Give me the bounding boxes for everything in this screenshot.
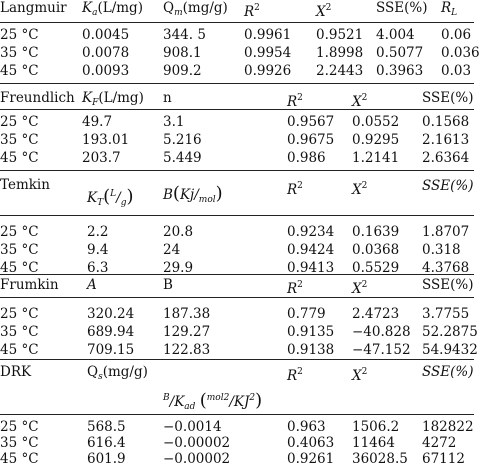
- value-cell: 0.036: [441, 45, 480, 61]
- frumkin-a-header: A: [87, 277, 97, 293]
- drk-title: DRK: [0, 364, 32, 380]
- temp-label: 45 °C: [0, 451, 39, 467]
- temp-label: 45 °C: [0, 63, 39, 79]
- value-cell: 3.7755: [422, 306, 470, 322]
- drk-sse-header: SSE(%): [422, 364, 474, 380]
- value-cell: 0.9135: [287, 324, 335, 340]
- freundlich-header-row: [0, 88, 474, 108]
- value-cell: 616.4: [87, 435, 126, 451]
- value-cell: 5.216: [163, 132, 202, 148]
- table-row: [0, 449, 474, 469]
- value-cell: 129.27: [163, 324, 211, 340]
- value-cell: 5.449: [163, 150, 202, 166]
- freundlich-title: Freundlich: [0, 90, 75, 106]
- table-row: [0, 222, 474, 242]
- value-cell: 0.9413: [287, 260, 335, 276]
- temkin-sse-header: SSE(%): [422, 178, 474, 194]
- value-cell: 0.3963: [376, 63, 424, 79]
- langmuir-rule: [0, 22, 474, 23]
- value-cell: 1506.2: [352, 419, 400, 435]
- temp-label: 25 °C: [0, 114, 39, 130]
- temp-label: 35 °C: [0, 324, 39, 340]
- value-cell: 0.5529: [352, 260, 400, 276]
- value-cell: 0.0078: [82, 45, 130, 61]
- temp-label: 45 °C: [0, 150, 39, 166]
- temp-label: 25 °C: [0, 224, 39, 240]
- value-cell: 4.3768: [422, 260, 470, 276]
- langmuir-ka-header: $K_a(L/mg)$: [82, 0, 143, 18]
- value-cell: 0.9961: [244, 27, 292, 43]
- value-cell: 0.03: [441, 63, 472, 79]
- value-cell: 0.9675: [287, 132, 335, 148]
- value-cell: 49.7: [82, 114, 113, 130]
- frumkin-b-header: B: [163, 277, 173, 293]
- langmuir-header-row: [0, 0, 474, 18]
- temkin-header-row: [0, 178, 474, 210]
- temp-label: 35 °C: [0, 132, 39, 148]
- value-cell: 193.01: [82, 132, 130, 148]
- value-cell: 182822: [422, 419, 474, 435]
- temp-label: 45 °C: [0, 342, 39, 358]
- value-cell: 0.9521: [316, 27, 364, 43]
- temp-label: 45 °C: [0, 260, 39, 276]
- value-cell: 67112: [422, 451, 465, 467]
- section-divider: [0, 359, 474, 360]
- drk-header-row: [0, 362, 474, 382]
- value-cell: 0.9261: [287, 451, 335, 467]
- drk-b-header: $^B/K_{ad}$ $(^{mol2}/KJ^2)$: [163, 390, 263, 412]
- value-cell: −0.00002: [163, 435, 231, 451]
- value-cell: 3.1: [163, 114, 185, 130]
- table-row: [0, 43, 480, 63]
- section-divider: [0, 83, 474, 84]
- temkin-rule: [0, 215, 474, 216]
- value-cell: 2.1613: [422, 132, 470, 148]
- value-cell: 2.2: [87, 224, 109, 240]
- freundlich-kf-header: $K_F(L/mg)$: [82, 90, 144, 108]
- table-row: [0, 112, 474, 132]
- value-cell: 0.0552: [352, 114, 400, 130]
- table-row: [0, 304, 474, 324]
- value-cell: 4272: [422, 435, 457, 451]
- value-cell: −40.828: [352, 324, 411, 340]
- langmuir-x2-header: $X^2$: [316, 3, 332, 20]
- freundlich-n-header: n: [163, 90, 172, 106]
- value-cell: −47.152: [352, 342, 411, 358]
- value-cell: 909.2: [163, 63, 202, 79]
- table-row: [0, 130, 474, 150]
- value-cell: 568.5: [87, 419, 126, 435]
- value-cell: 0.1568: [422, 114, 470, 130]
- value-cell: 1.8707: [422, 224, 470, 240]
- drk-rule: [0, 414, 474, 415]
- table-row: [0, 322, 478, 342]
- value-cell: 0.9295: [352, 132, 400, 148]
- value-cell: 709.15: [87, 342, 135, 358]
- value-cell: 0.9424: [287, 242, 335, 258]
- temkin-r2-header: $R^2$: [287, 181, 303, 198]
- freundlich-rule: [0, 109, 474, 110]
- drk-b-header-row: [0, 388, 474, 412]
- value-cell: −0.00002: [163, 451, 231, 467]
- table-row: [0, 25, 474, 45]
- freundlich-x2-header: $X^2$: [352, 93, 368, 110]
- value-cell: 29.9: [163, 260, 194, 276]
- langmuir-title: Langmuir: [0, 0, 67, 16]
- temp-label: 35 °C: [0, 435, 39, 451]
- value-cell: 6.3: [87, 260, 109, 276]
- value-cell: 908.1: [163, 45, 202, 61]
- value-cell: 601.9: [87, 451, 126, 467]
- value-cell: 0.318: [422, 242, 461, 258]
- value-cell: 203.7: [82, 150, 121, 166]
- value-cell: 0.779: [287, 306, 326, 322]
- value-cell: 54.9432: [422, 342, 478, 358]
- table-row: [0, 340, 478, 360]
- value-cell: 344. 5: [163, 27, 206, 43]
- frumkin-sse-header: SSE(%): [422, 277, 474, 293]
- value-cell: 0.0093: [82, 63, 130, 79]
- temp-label: 25 °C: [0, 419, 39, 435]
- value-cell: 320.24: [87, 306, 135, 322]
- langmuir-sse-header: SSE(%): [376, 0, 428, 16]
- value-cell: 187.38: [163, 306, 211, 322]
- temp-label: 25 °C: [0, 27, 39, 43]
- value-cell: 0.5077: [376, 45, 424, 61]
- temp-label: 25 °C: [0, 306, 39, 322]
- value-cell: 1.8998: [316, 45, 364, 61]
- temkin-title: Temkin: [0, 177, 50, 193]
- temp-label: 35 °C: [0, 242, 39, 258]
- value-cell: 0.0368: [352, 242, 400, 258]
- table-row: [0, 61, 474, 81]
- value-cell: 9.4: [87, 242, 109, 258]
- value-cell: 20.8: [163, 224, 194, 240]
- value-cell: 0.4063: [287, 435, 335, 451]
- value-cell: 0.9138: [287, 342, 335, 358]
- value-cell: 0.0045: [82, 27, 130, 43]
- value-cell: −0.0014: [163, 419, 222, 435]
- langmuir-qm-header: $Q_m(mg/g)$: [163, 0, 228, 18]
- value-cell: 0.963: [287, 419, 326, 435]
- value-cell: 0.06: [441, 27, 472, 43]
- value-cell: 24: [163, 242, 181, 258]
- value-cell: 36028.5: [352, 451, 408, 467]
- value-cell: 0.1639: [352, 224, 400, 240]
- freundlich-sse-header: SSE(%): [422, 90, 474, 106]
- temkin-kt-header: $K_T(^L/_g)$: [87, 186, 134, 208]
- drk-r2-header: $R^2$: [287, 367, 303, 384]
- langmuir-rl-header: $R_L$: [441, 0, 458, 18]
- value-cell: 1.2141: [352, 150, 400, 166]
- frumkin-r2-header: $R^2$: [287, 280, 303, 297]
- value-cell: 11464: [352, 435, 395, 451]
- value-cell: 52.2875: [422, 324, 478, 340]
- temp-label: 35 °C: [0, 45, 39, 61]
- value-cell: 0.9567: [287, 114, 335, 130]
- drk-qs-header: $Q_s(mg/g)$: [87, 364, 148, 382]
- value-cell: 2.2443: [316, 63, 364, 79]
- value-cell: 0.986: [287, 150, 326, 166]
- frumkin-header-row: [0, 275, 474, 295]
- drk-x2-header: $X^2$: [352, 367, 368, 384]
- temkin-x2-header: $X^2$: [352, 181, 368, 198]
- table-row: [0, 148, 474, 168]
- value-cell: 2.6364: [422, 150, 470, 166]
- value-cell: 0.9234: [287, 224, 335, 240]
- value-cell: 4.004: [376, 27, 415, 43]
- freundlich-r2-header: $R^2$: [287, 93, 303, 110]
- frumkin-x2-header: $X^2$: [352, 280, 368, 297]
- value-cell: 0.9926: [244, 63, 292, 79]
- langmuir-r2-header: $R^2$: [244, 3, 260, 20]
- table-row: [0, 240, 474, 260]
- value-cell: 2.4723: [352, 306, 400, 322]
- value-cell: 122.83: [163, 342, 211, 358]
- section-divider: [0, 170, 474, 171]
- frumkin-rule: [0, 297, 474, 298]
- temkin-b-header: $B(Kj/_{mol})$: [163, 183, 223, 205]
- value-cell: 689.94: [87, 324, 135, 340]
- frumkin-title: Frumkin: [0, 277, 59, 293]
- value-cell: 0.9954: [244, 45, 292, 61]
